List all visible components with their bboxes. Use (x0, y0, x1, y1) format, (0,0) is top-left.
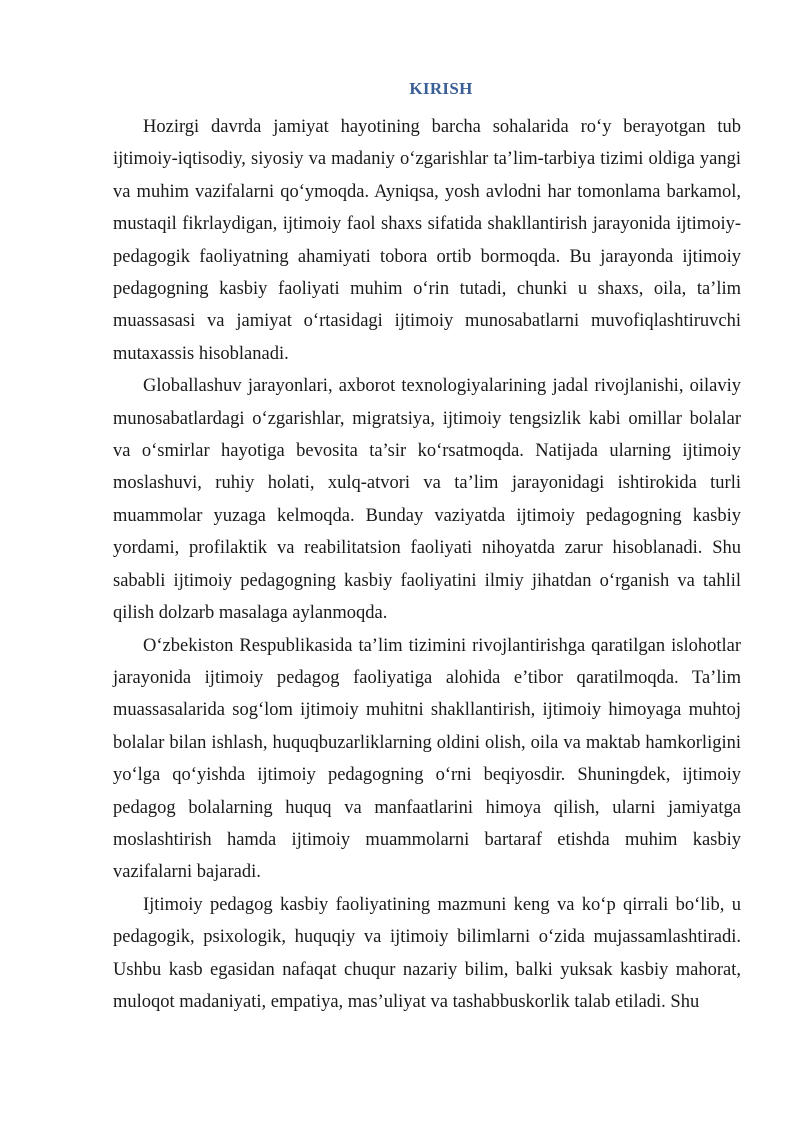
paragraph: Globallashuv jarayonlari, axborot texnologiyalarining jadal rivojlanishi, oilaviy munosabatlardagi o‘zgarishlar, migratsiya, ijtimoiy tengsizlik kabi omillar bolalar va o‘smirlar hayotiga bevosita ta’sir ko‘rsatmoqda. Natijada ularning ijtimoiy moslashuvi, ruhiy holati, xulq-atvori va ta’lim jarayonidagi ishtirokida turli muammolar yuzaga kelmoqda. Bunday vaziyatda ijtimoiy pedagogning kasbiy yordami, profilaktik va reabilitatsion faoliyati nihoyatda zarur hisoblanadi. Shu sababli ijtimoiy pedagogning kasbiy faoliyatini ilmiy jihatdan o‘rganish va tahlil qilish dolzarb masalaga aylanmoqda. (113, 376, 741, 624)
paragraph: O‘zbekiston Respublikasida ta’lim tizimini rivojlantirishga qaratilgan islohotlar jarayonida ijtimoiy pedagog faoliyatiga alohida e’tibor qaratilmoqda. Ta’lim muassasalarida sog‘lom ijtimoiy muhitni shakllantirish, ijtimoiy himoyaga muhtoj bolalar bilan ishlash, huquqbuzarliklarning oldini olish, oila va maktab hamkorligini yo‘lga qo‘yishda ijtimoiy pedagogning o‘rni beqiyosdir. Shuningdek, ijtimoiy pedagog bolalarning huquq va manfaatlarini himoya qilish, ularni jamiyatga moslashtirish hamda ijtimoiy muammolarni bartaraf etishda muhim kasbiy vazifalarni bajaradi. (113, 635, 741, 883)
paragraph: Ijtimoiy pedagog kasbiy faoliyatining mazmuni keng va ko‘p qirrali bo‘lib, u pedagogik, psixologik, huquqiy va ijtimoiy bilimlarni o‘zida mujassamlashtiradi. Ushbu kasb egasidan nafaqat chuqur nazariy bilim, balki yuksak kasbiy mahorat, muloqot madaniyati, empatiya, mas’uliyat va tashabbuskorlik talab etiladi. Shu (113, 894, 741, 1012)
page-title: KIRISH (409, 79, 473, 98)
paragraph: Hozirgi davrda jamiyat hayotining barcha sohalarida ro‘y berayotgan tub ijtimoiy-iqtisodiy, siyosiy va madaniy o‘zgarishlar ta’lim-tarbiya tizimi oldiga yangi va muhim vazifalarni qo‘ymoqda. Ayniqsa, yosh avlodni har tomonlama barkamol, mustaqil fikrlaydigan, ijtimoiy faol shaxs sifatida shakllantirish jarayonida ijtimoiy-pedagogik faoliyatning ahamiyati tobora ortib bormoqda. Bu jarayonda ijtimoiy pedagogning kasbiy faoliyati muhim o‘rin tutadi, chunki u shaxs, oila, ta’lim muassasasi va jamiyat o‘rtasidagi ijtimoiy munosabatlarni muvofiqlashtiruvchi mutaxassis hisoblanadi. (113, 117, 741, 364)
document-body (113, 111, 741, 1018)
